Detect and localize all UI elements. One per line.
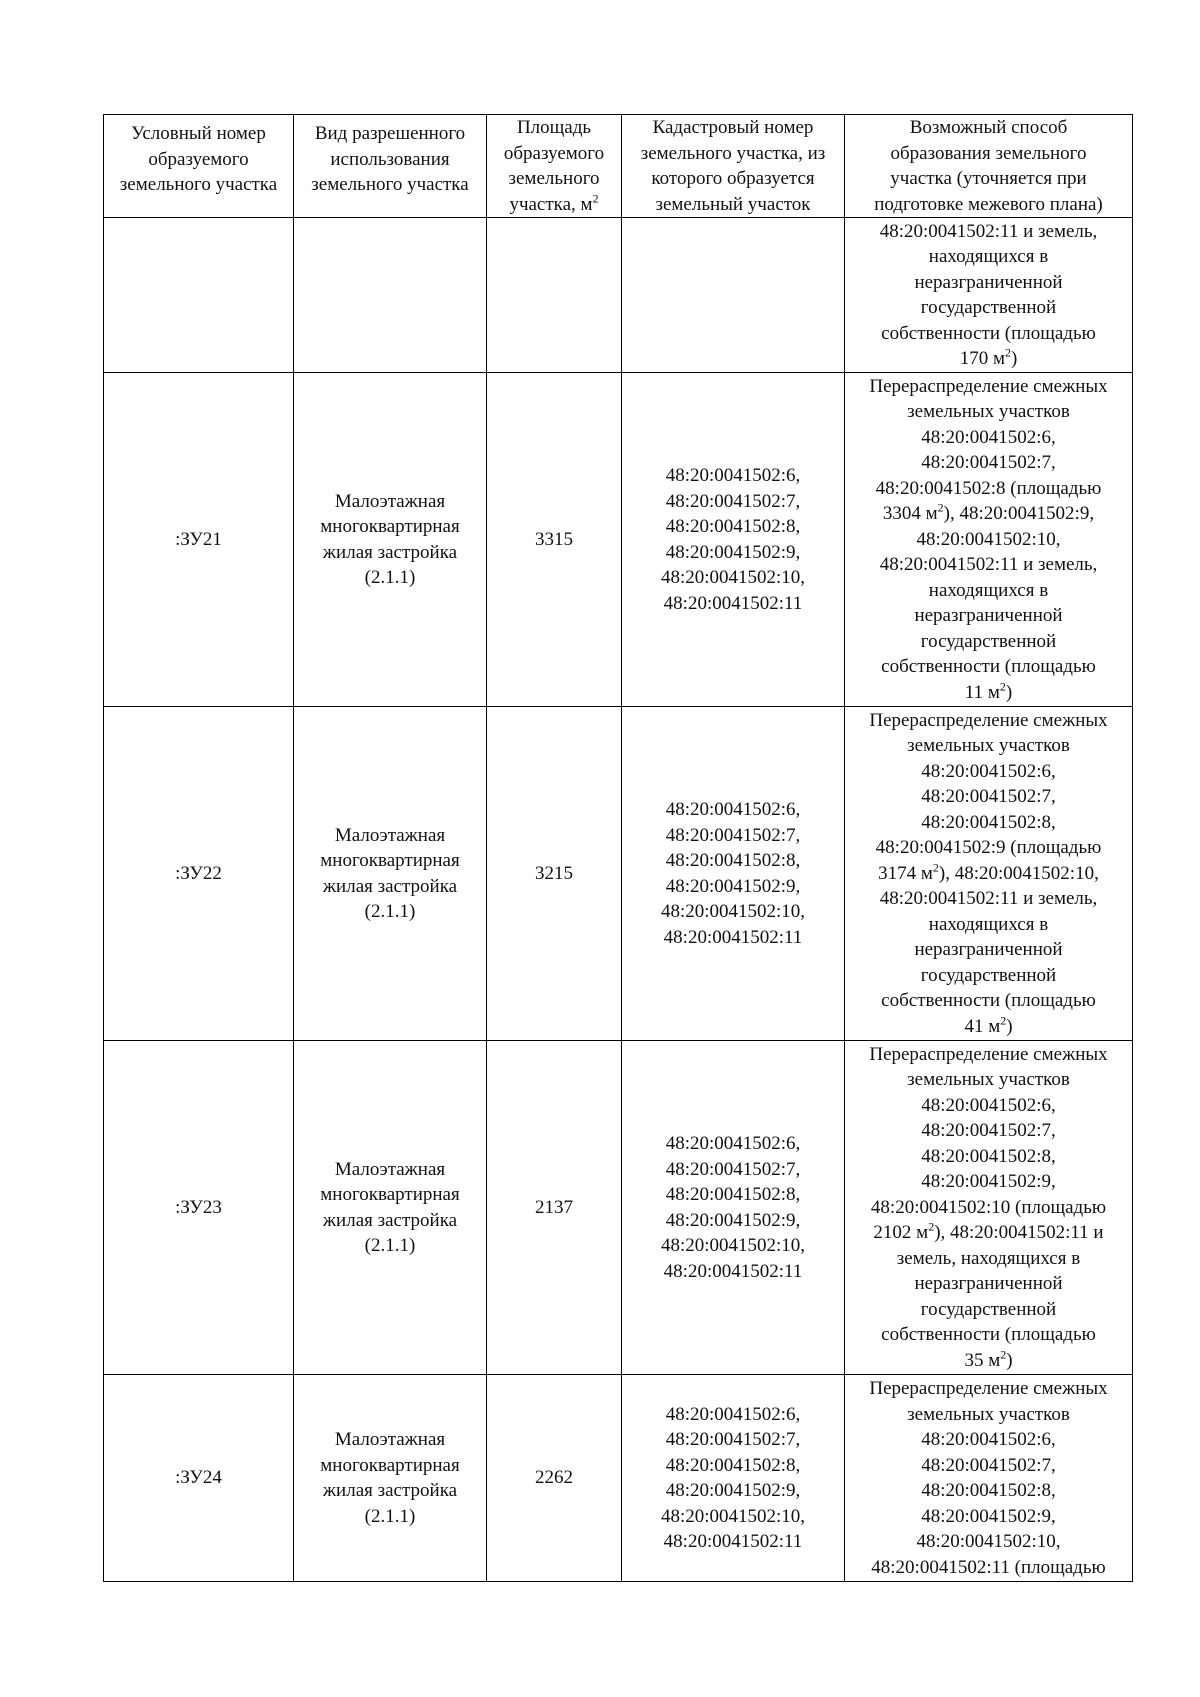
- header-cadastral-number: Кадастровый номер земельного участка, из которого образуется земельный участок: [622, 115, 845, 218]
- cell-permitted-use: Малоэтажная многоквартирная жилая застройка (2.1.1): [294, 1375, 487, 1582]
- cell-formation-method: Перераспределение смежных земельных участков 48:20:0041502:6, 48:20:0041502:7, 48:20:0041502:8 (площадью 3304 $м^2$), 48:20:0041502:9, 48:20:0041502:10, 48:20:0041502:11 и земель, находящихся в неразграниченной государственной собственности (площадью 11 $м^2$): [845, 373, 1133, 707]
- header-plot-number: Условный номер образуемого земельного участка: [104, 115, 294, 218]
- cell-formation-method: Перераспределение смежных земельных участков 48:20:0041502:6, 48:20:0041502:7, 48:20:0041502:8, 48:20:0041502:9, 48:20:0041502:10 (площадью 2102 $м^2$), 48:20:0041502:11 и земель, находящихся в неразграниченной государственной собственности (площадью 35 $м^2$): [845, 1041, 1133, 1375]
- header-formation-method: Возможный способ образования земельного участка (уточняется при подготовке межевого плана): [845, 115, 1133, 218]
- header-area: Площадь образуемого земельного участка, $м^2$: [487, 115, 622, 218]
- cell-area: 3215: [487, 707, 622, 1041]
- header-permitted-use: Вид разрешенного использования земельного участка: [294, 115, 487, 218]
- cell-formation-method: Перераспределение смежных земельных участков 48:20:0041502:6, 48:20:0041502:7, 48:20:0041502:8, 48:20:0041502:9 (площадью 3174 $м^2$), 48:20:0041502:10, 48:20:0041502:11 и земель, находящихся в неразграниченной государственной собственности (площадью 41 $м^2$): [845, 707, 1133, 1041]
- cell-area: 2262: [487, 1375, 622, 1582]
- table-row: [104, 373, 1133, 707]
- cell-cadastral: 48:20:0041502:6, 48:20:0041502:7, 48:20:0041502:8, 48:20:0041502:9, 48:20:0041502:10, 48:20:0041502:11: [622, 707, 845, 1041]
- table-row-continuation: [104, 218, 1133, 373]
- header-row: [104, 115, 1133, 218]
- cell-permitted-use: [294, 218, 487, 373]
- table-row: [104, 1041, 1133, 1375]
- cell-permitted-use: Малоэтажная многоквартирная жилая застройка (2.1.1): [294, 1041, 487, 1375]
- table-row: [104, 707, 1133, 1041]
- cell-formation-method: Перераспределение смежных земельных участков 48:20:0041502:6, 48:20:0041502:7, 48:20:0041502:8, 48:20:0041502:9, 48:20:0041502:10, 48:20:0041502:11 (площадью: [845, 1375, 1133, 1582]
- cell-area: 3315: [487, 373, 622, 707]
- cell-cadastral: 48:20:0041502:6, 48:20:0041502:7, 48:20:0041502:8, 48:20:0041502:9, 48:20:0041502:10, 48:20:0041502:11: [622, 1041, 845, 1375]
- land-plots-table: [103, 114, 1133, 1582]
- cell-cadastral: 48:20:0041502:6, 48:20:0041502:7, 48:20:0041502:8, 48:20:0041502:9, 48:20:0041502:10, 48:20:0041502:11: [622, 373, 845, 707]
- cell-permitted-use: Малоэтажная многоквартирная жилая застройка (2.1.1): [294, 707, 487, 1041]
- cell-plot-id: [104, 218, 294, 373]
- cell-cadastral: [622, 218, 845, 373]
- cell-plot-id: :ЗУ24: [104, 1375, 294, 1582]
- cell-permitted-use: Малоэтажная многоквартирная жилая застройка (2.1.1): [294, 373, 487, 707]
- cell-cadastral: 48:20:0041502:6, 48:20:0041502:7, 48:20:0041502:8, 48:20:0041502:9, 48:20:0041502:10, 48:20:0041502:11: [622, 1375, 845, 1582]
- cell-area: 2137: [487, 1041, 622, 1375]
- table-row: [104, 1375, 1133, 1582]
- cell-formation-method: 48:20:0041502:11 и земель, находящихся в неразграниченной государственной собственности (площадью 170 $м^2$): [845, 218, 1133, 373]
- cell-plot-id: :ЗУ21: [104, 373, 294, 707]
- cell-plot-id: :ЗУ22: [104, 707, 294, 1041]
- cell-plot-id: :ЗУ23: [104, 1041, 294, 1375]
- cell-area: [487, 218, 622, 373]
